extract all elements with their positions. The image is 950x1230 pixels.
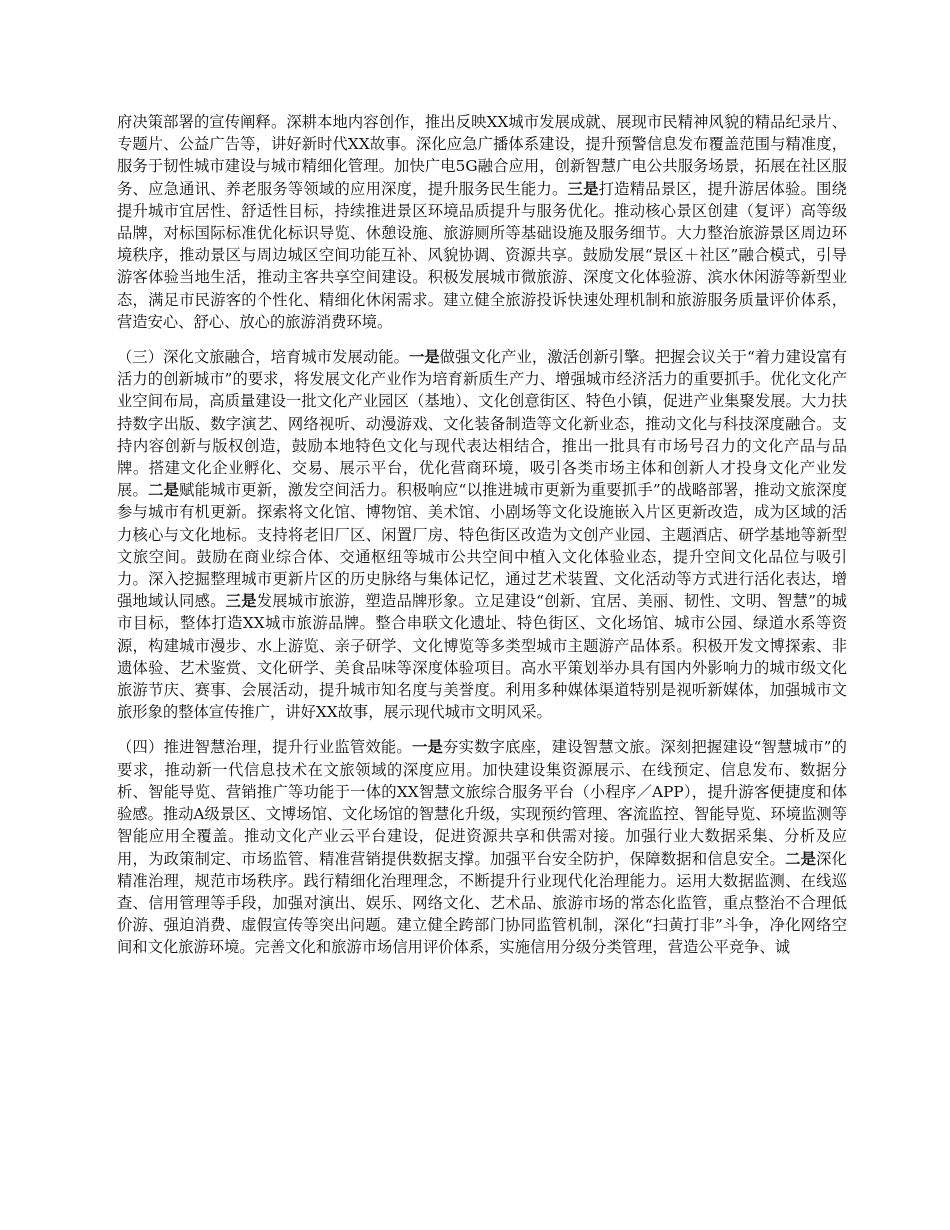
paragraph-3-point-1-text: 夯实数字底座，建设智慧文旅。深刻把握建设“智慧城市”的要求，推动新一代信息技术在文旅领域的深度应用。加快建设集资源展示、在线预定、信息发布、数据分析、智能导览、营销推广等功能于一体的XX智慧文旅综合服务平台（小程序／APP），提升游客便捷度和体验感。推动A级景区、文博场馆、文化场馆的智慧化升级，实现预约管理、客流监控、智能导览、环境监测等智能应用全覆盖。推动文化产业云平台建设，促进资源共享和供需对接。加强行业大数据采集、分析及应用，为政策制定、市场监管、精准营销提供数据支撑。加强平台安全防护，保障数据和信息安全。: [117, 738, 848, 868]
paragraph-2-point-2-marker: 二是: [148, 481, 180, 500]
paragraph-1-point-3-text: 打造精品景区，提升游居体验。围绕提升城市宜居性、舒适性目标，持续推进景区环境品质提升与服务优化。推动核心景区创建（复评）高等级品牌，对标国际标准优化标识导览、休憩设施、旅游厕所等基础设施及服务细节。大力整治旅游景区周边环境秩序，推动景区与周边城区空间功能互补、风貌协调、资源共享。鼓励发展“景区＋社区”融合模式，引导游客体验当地生活，推动主客共享空间建设。积极发展城市微旅游、深度文化体验游、滨水休闲游等新型业态，满足市民游客的个性化、精细化休闲需求。建立健全旅游投诉快速处理机制和旅游服务质量评价体系，营造安心、舒心、放心的旅游消费环境。: [117, 179, 847, 331]
paragraph-2-point-2-text: 赋能城市更新，激发空间活力。积极响应“以推进城市更新为重要抓手”的战略部署，推动文旅深度参与城市有机更新。探索将文化馆、博物馆、美术馆、小剧场等文化设施嵌入片区更新改造，成为区域的活力核心与文化地标。支持将老旧厂区、闲置厂房、特色街区改造为文创产业园、主题酒店、研学基地等新型文旅空间。鼓励在商业综合体、交通枢纽等城市公共空间中植入文化体验业态，提升空间文化品位与吸引力。深入挖掘整理城市更新片区的历史脉络与集体记忆，通过艺术装置、文化活动等方式进行活化表达，增强地域认同感。: [117, 481, 847, 611]
paragraph-2-point-1-text: 做强文化产业，激活创新引擎。把握会议关于“着力建设富有活力的创新城市”的要求，将发展文化产业作为培育新质生产力、增强城市经济活力的重要抓手。优化文化产业空间布局，高质量建设一批文化产业园区（基地）、文化创意街区、特色小镇，促进产业集聚发展。大力扶持数字出版、数字演艺、网络视听、动漫游戏、文化装备制造等文化新业态，推动文化与科技深度融合。支持内容创新与版权创造，鼓励本地特色文化与现代表达相结合，推出一批具有市场号召力的文化产品与品牌。搭建文化企业孵化、交易、展示平台，优化营商环境，吸引各类市场主体和创新人才投身文化产业发展。: [117, 348, 847, 500]
paragraph-1: [117, 111, 847, 333]
paragraph-1-text: 府决策部署的宣传阐释。深耕本地内容创作，推出反映XX城市发展成就、展现市民精神风貌的精品纪录片、专题片、公益广告等，讲好新时代XX故事。深化应急广播体系建设，提升预警信息发布覆盖范围与精准度，服务于韧性城市建设与城市精细化管理。加快广电5G融合应用，创新智慧广电公共服务场景，拓展在社区服务、应急通讯、养老服务等领域的应用深度，提升服务民生能力。: [117, 113, 847, 198]
paragraph-2-point-3-marker: 三是: [225, 592, 257, 611]
paragraph-3-heading: （四）推进智慧治理，提升行业监管效能。: [117, 738, 412, 757]
paragraph-2: [117, 346, 847, 723]
paragraph-2-point-3-text: 发展城市旅游，塑造品牌形象。立足建设“创新、宜居、美丽、韧性、文明、智慧”的城市目标，整体打造XX城市旅游品牌。整合串联文化遗址、特色街区、文化场馆、城市公园、绿道水系等资源，构建城市漫步、水上游览、亲子研学、文化博览等多类型城市主题游产品体系。积极开发文博探索、非遗体验、艺术鉴赏、文化研学、美食品味等深度体验项目。高水平策划举办具有国内外影响力的城市级文化旅游节庆、赛事、会展活动，提升城市知名度与美誉度。利用多种媒体渠道特别是视听新媒体，加强城市文旅形象的整体宣传推广，讲好XX故事，展示现代城市文明风采。: [117, 592, 847, 722]
paragraph-3-point-2-marker: 二是: [785, 849, 817, 868]
paragraph-3: [117, 736, 847, 958]
paragraph-2-heading: （三）深化文旅融合，培育城市发展动能。: [117, 348, 409, 367]
paragraph-3-point-2-text: 深化精准治理，规范市场秩序。践行精细化治理理念，不断提升行业现代化治理能力。运用大数据监测、在线巡查、信用管理等手段，加强对演出、娱乐、网络文化、艺术品、旅游市场的常态化监管，重点整治不合理低价游、强迫消费、虚假宣传等突出问题。建立健全跨部门协同监管机制，深化“扫黄打非”斗争，净化网络空间和文化旅游环境。完善文化和旅游市场信用评价体系，实施信用分级分类管理，营造公平竞争、诚: [117, 849, 847, 957]
document-body: [117, 111, 847, 972]
paragraph-3-point-1-marker: 一是: [411, 738, 444, 757]
paragraph-2-point-1-marker: 一是: [408, 348, 440, 367]
paragraph-1-point-3-marker: 三是: [567, 179, 599, 198]
